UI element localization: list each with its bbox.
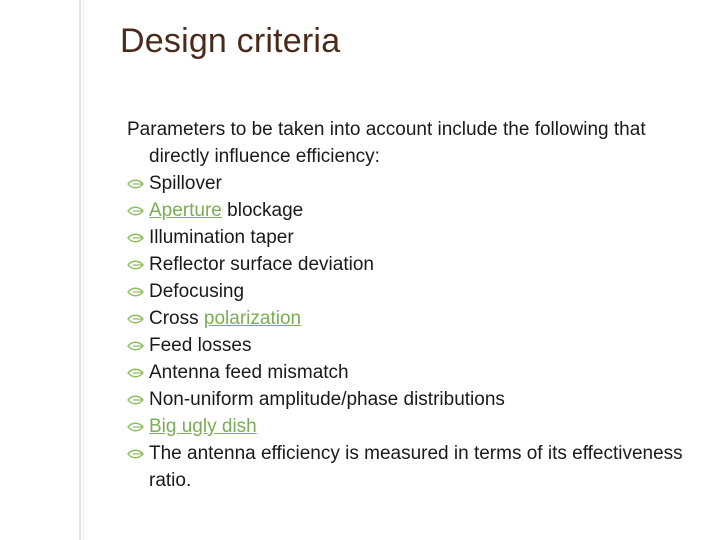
bullet-text: Cross xyxy=(149,308,204,329)
leaf-arrow-icon xyxy=(127,233,144,243)
bullet-text: Spillover xyxy=(149,173,222,194)
bullet-text: Defocusing xyxy=(149,281,245,302)
bullet-link[interactable]: Aperture xyxy=(149,200,222,221)
bullet-text: The antenna efficiency is measured in terms of its effectiveness ratio. xyxy=(149,443,683,491)
bullet-item xyxy=(127,413,707,440)
leaf-arrow-icon xyxy=(127,287,144,297)
bullet-text: Feed losses xyxy=(149,335,252,356)
bullet-text: Illumination taper xyxy=(149,227,294,248)
leaf-arrow-icon xyxy=(127,341,144,351)
leaf-arrow-icon xyxy=(127,368,144,378)
bullet-item xyxy=(127,278,707,305)
bullet-item xyxy=(127,386,707,413)
bullet-list xyxy=(127,170,707,494)
slide-left-rule-inner xyxy=(83,0,84,540)
slide-title: Design criteria xyxy=(120,22,341,60)
leaf-arrow-icon xyxy=(127,314,144,324)
bullet-link[interactable]: polarization xyxy=(203,308,302,329)
leaf-arrow-icon xyxy=(127,449,144,459)
bullet-item xyxy=(127,224,707,251)
bullet-text: Reflector surface deviation xyxy=(149,254,374,275)
intro-text: Parameters to be taken into account include the following that directly influence efficiency: xyxy=(127,119,646,167)
bullet-item xyxy=(127,251,707,278)
bullet-text: Antenna feed mismatch xyxy=(149,362,349,383)
bullet-item xyxy=(127,170,707,197)
bullet-item xyxy=(127,197,707,224)
bullet-item xyxy=(127,305,707,332)
leaf-arrow-icon xyxy=(127,179,144,189)
leaf-arrow-icon xyxy=(127,260,144,270)
leaf-arrow-icon xyxy=(127,395,144,405)
bullet-item xyxy=(127,332,707,359)
bullet-item xyxy=(127,359,707,386)
slide-body xyxy=(127,116,707,494)
bullet-text: blockage xyxy=(221,200,304,221)
leaf-arrow-icon xyxy=(127,422,144,432)
bullet-link[interactable]: Big ugly dish xyxy=(149,416,257,437)
bullet-item xyxy=(127,440,707,494)
leaf-arrow-icon xyxy=(127,206,144,216)
slide-left-rule xyxy=(79,0,81,540)
bullet-text: Non-uniform amplitude/phase distributions xyxy=(149,389,505,410)
